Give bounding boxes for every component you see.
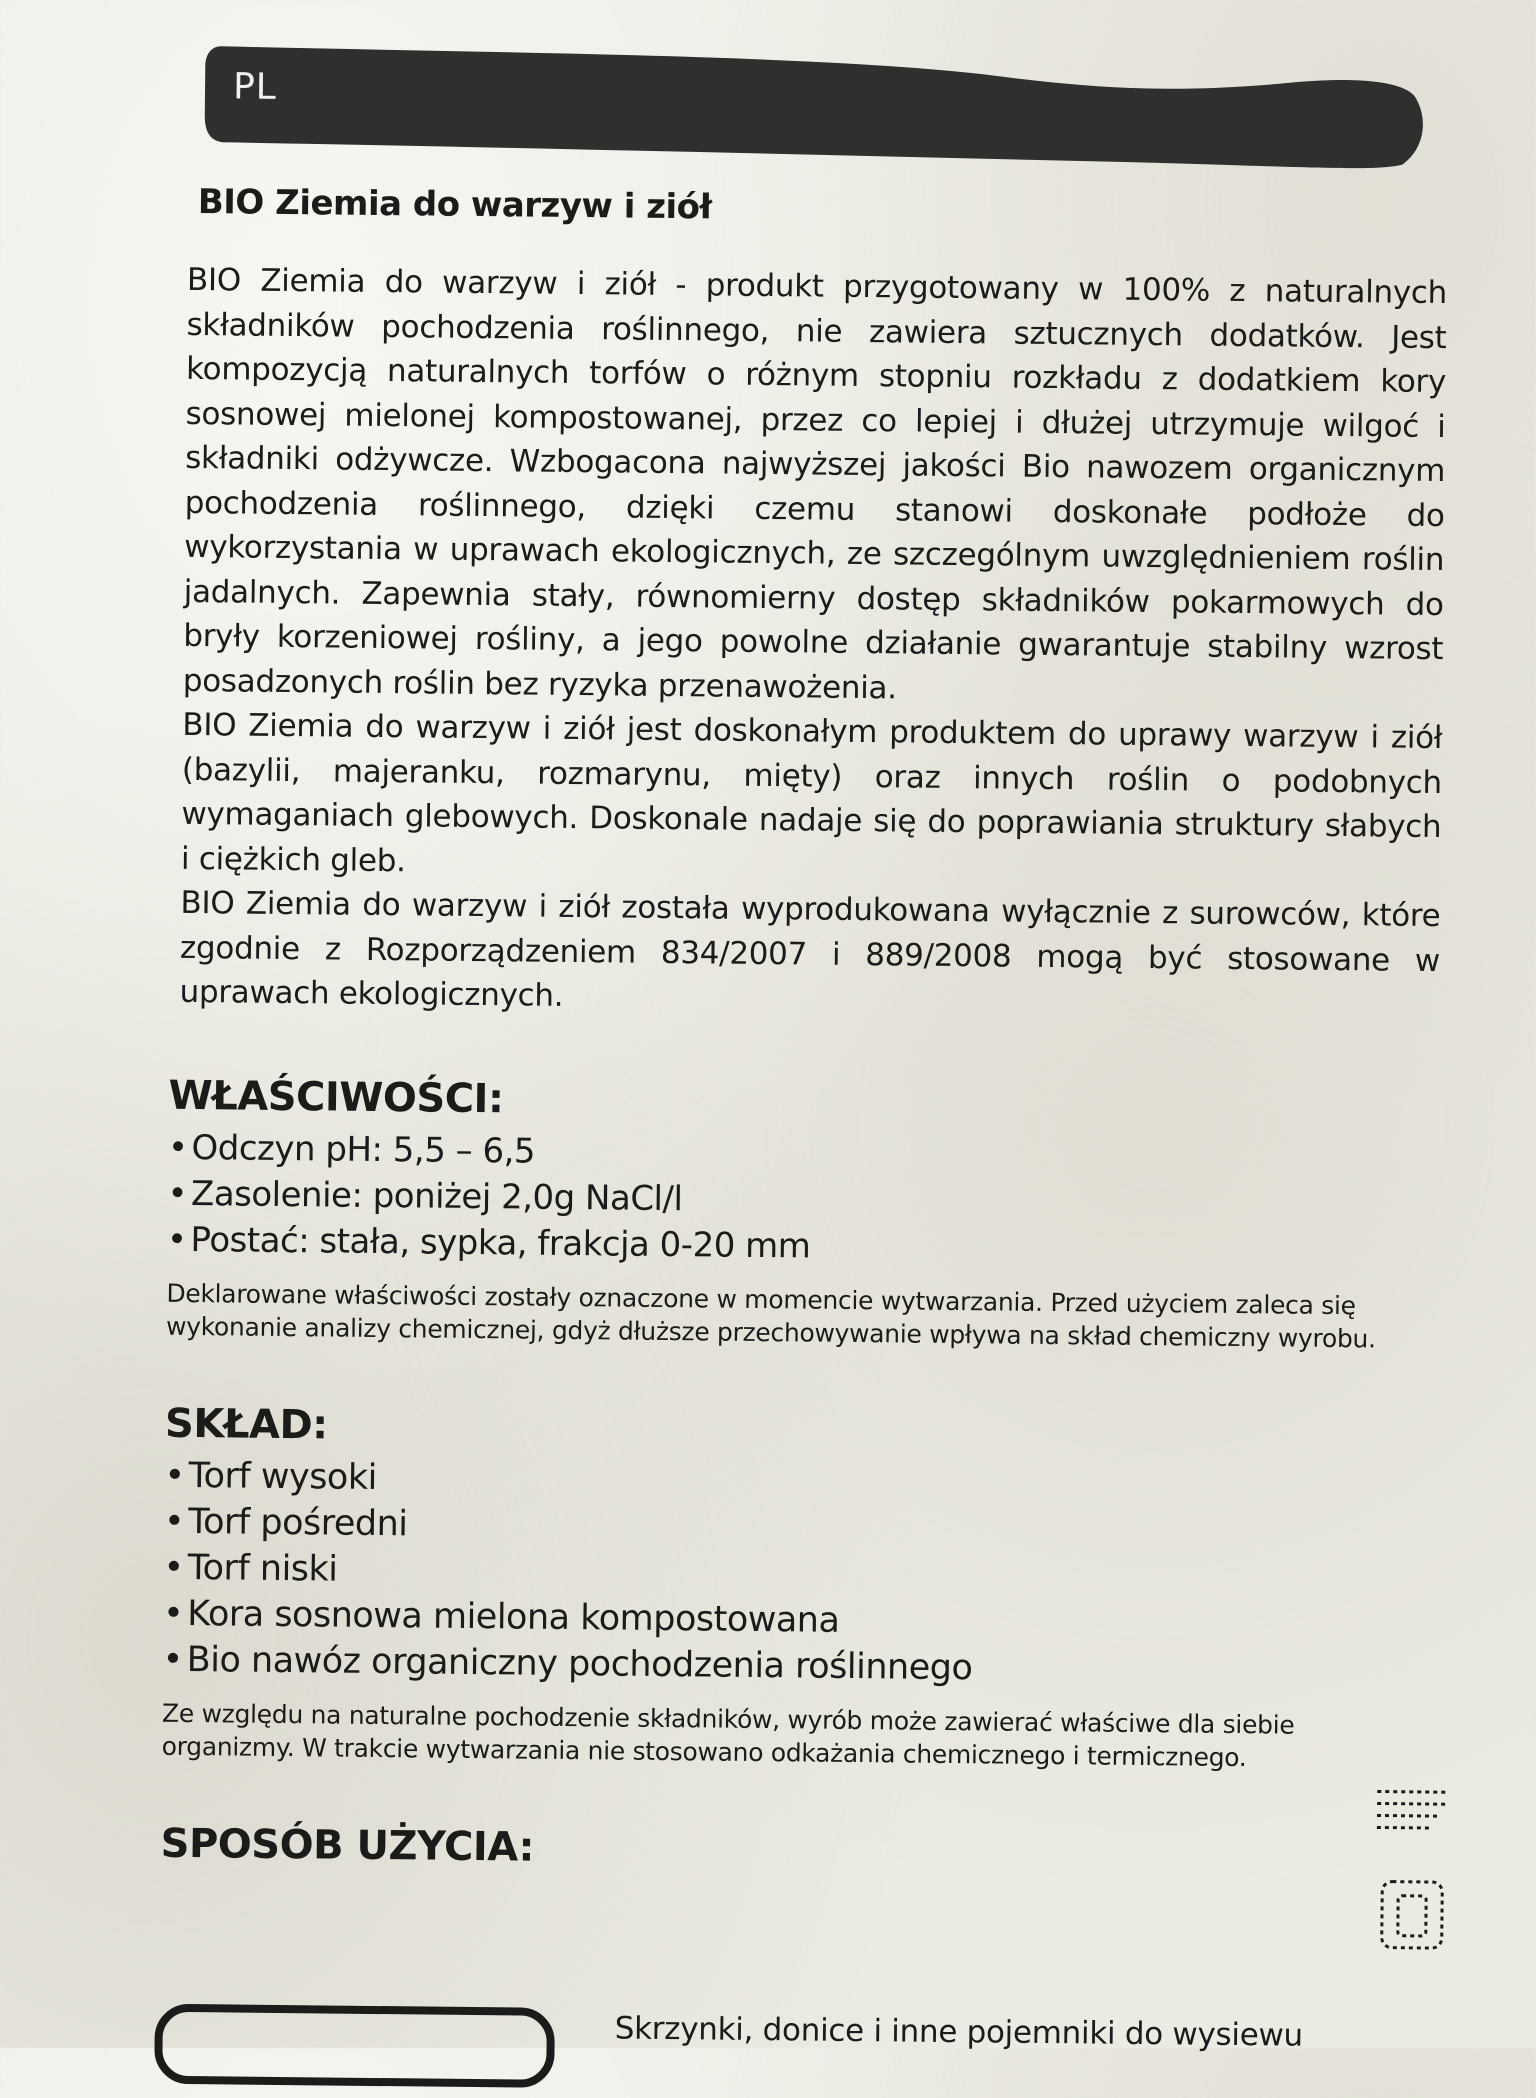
description-paragraph-1: BIO Ziemia do warzyw i ziół - produkt przygotowany w 100% z naturalnych składników pochodzenia roślinnego, nie zawiera sztucznych dodatków. Jest kompozycją naturalnych torfów o różnym stopniu rozkładu z dodatkiem kory sosnowej mielonej kompostowanej, przez co lepiej i dłużej utrzymuje wilgoć i składniki odżywcze. Wzbogacona najwyższej jakości Bio nawozem organicznym pochodzenia roślinnego, dzięki czemu stanowi doskonałe podłoże do wykorzystania w uprawach ekologicznych, ze szczególnym uwzględnieniem roślin jadalnych. Zapewnia stały, równomierny dostęp składników pokarmowych do bryły korzeniowej rośliny, a jego powolne działanie gwarantuje stabilny wzrost posadzonych roślin bez ryzyka przenawożenia. [182,261,1448,706]
properties-list [167,1124,1448,1275]
composition-heading: SKŁAD: [164,1400,328,1448]
properties-heading: WŁAŚCIWOŚCI: [168,1072,504,1122]
usage-pictogram [154,2004,555,2088]
description [179,258,1447,1028]
usage-text-partial: Skrzynki, donice i inne pojemniki do wysiewu [614,2010,1304,2054]
composition-item: • Torf wysoki [164,1452,1444,1511]
language-banner-shape [202,44,1433,175]
property-salinity: • Zasolenie: poniżej 2,0g NaCl/l [167,1170,1447,1229]
description-paragraph-3: BIO Ziemia do warzyw i ziół została wyprodukowana wyłącznie z surowców, które zgodnie z Rozporządzeniem 834/2007 i 889/2008 mogą być stosowane w uprawach ekologicznych. [179,884,1441,1014]
composition-item: • Bio nawóz organiczny pochodzenia roślinnego [162,1636,1442,1695]
description-paragraph-2: BIO Ziemia do warzyw i ziół jest doskonałym produktem do uprawy warzyw i ziół (bazylii, majeranku, rozmarynu, mięty) oraz innych roślin o podobnych wymaganiach glebowych. Doskonale nadaje się do poprawiania struktury słabych i ciężkich gleb. [180,706,1443,879]
dotted-marks-icon [1367,1771,1459,1962]
product-title: BIO Ziemia do warzyw i ziół [197,182,712,228]
composition-item: • Kora sosnowa mielona kompostowana [163,1590,1443,1649]
composition-item: • Torf pośredni [164,1498,1444,1557]
property-ph: • Odczyn pH: 5,5 – 6,5 [168,1124,1448,1183]
composition-list [162,1452,1444,1695]
printed-marks [1367,1771,1459,1962]
property-form: • Postać: stała, sypka, frakcja 0-20 mm [167,1216,1447,1275]
composition-item: • Torf niski [163,1544,1443,1603]
properties-note: Deklarowane właściwości zostały oznaczone w momencie wytwarzania. Przed użyciem zaleca się wykonanie analizy chemicznej, gdyż dłuższe przechowywanie wpływa na skład chemiczny wyrobu. [165,1278,1376,1353]
composition-note: Ze względu na naturalne pochodzenie składników, wyrób może zawierać właściwe dla siebie organizmy. W trakcie wytwarzania nie stosowano odkażania chemicznego i termicznego. [161,1698,1295,1772]
language-banner [202,44,1433,175]
label-content [160,182,1458,1886]
usage-heading: SPOSÓB UŻYCIA: [160,1820,535,1871]
language-label: PL [232,66,278,108]
composition-section [162,1400,1446,1775]
